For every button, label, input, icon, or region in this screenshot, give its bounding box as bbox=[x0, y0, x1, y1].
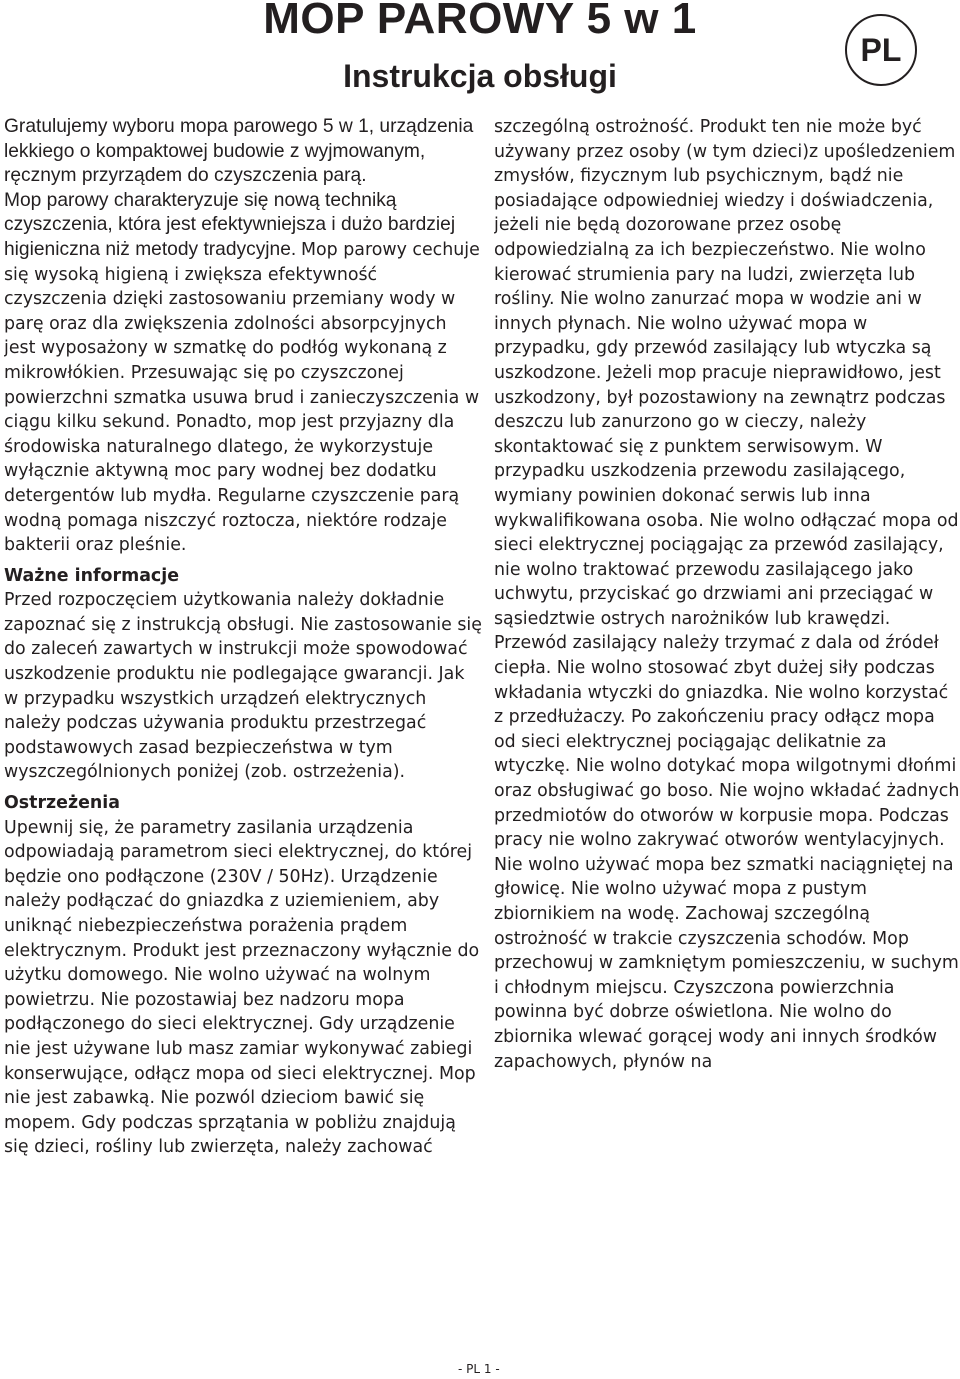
right-column bbox=[494, 115, 960, 1365]
intro-paragraph-1: Gratulujemy wyboru mopa parowego 5 w 1, urządzenia lekkiego o kompaktowej budowie z wyjmowanym, ręcznym przyrządem do czyszczenia parą. bbox=[4, 116, 474, 187]
page-number: - PL 1 - bbox=[458, 1362, 500, 1376]
warnings-text: Upewnij się, że parametry zasilania urządzenia odpowiadają parametrom sieci elektrycznej, do której będzie ono podłączone (230V / 50Hz). Urządzenie należy podłączać do gniazdka z uziemieniem, aby uniknąć niebezpieczeństwa porażenia prądem elektrycznym. Produkt jest przeznaczony wyłącznie do użytku domowego. Nie wolno używać na wolnym powietrzu. Nie pozostawiaj bez nadzoru mopa podłączonego do sieci elektrycznej. Gdy urządzenie nie jest używane lub masz zamiar wykonywać zabiegi konserwujące, odłącz mopa od sieci elektrycznej. Mop nie jest zabawką. Nie pozwól dzieciom bawić się mopem. Gdy podczas sprzątania w pobliżu znajdują się dzieci, rośliny lub zwierzęta, należy zachować bbox=[4, 817, 480, 1158]
important-text: Przed rozpoczęciem użytkowania należy dokładnie zapoznać się z instrukcją obsługi. Nie zastosowanie się do zaleceń zawartych w instrukcji może spowodować uszkodzenie produktu nie podlegające gwarancji. Jak w przypadku wszystkich urządzeń elektrycznych należy podczas używania produktu przestrzegać podstawowych zasad bezpieczeństwa w tym wyszczególnionych poniżej (zob. ostrzeżenia). bbox=[4, 590, 482, 783]
intro-paragraph-2: Mop parowy charakteryzuje się nową techniką czyszczenia, która jest efektywniejsza i dużo bardziej higieniczna niż metody tradycyjne. bbox=[4, 189, 456, 260]
important-heading: Ważne informacje bbox=[4, 565, 180, 586]
language-badge: PL bbox=[845, 14, 917, 86]
left-column bbox=[4, 115, 482, 1365]
intro-paragraph-3: Mop parowy cechuje się wysoką higieną i zwiększa efektywność czyszczenia dzięki zastosowaniu przemiany wody w parę oraz dla zwiększenia zdolności absorpcyjnych jest wyposażony w szmatkę do podłóg wykonaną z mikrowłókien. Przesuwając się po czyszczonej powierzchni szmatka usuwa brud i zanieczyszczenia w ciągu kilku sekund. Ponadto, mop jest przyjazny dla środowiska naturalnego dlatego, że wykorzystuje wyłącznie aktywną moc pary wodnej bez dodatku detergentów lub mydła. Regularne czyszczenie parą wodną pomaga niszczyć roztocza, niektóre rodzaje bakterii oraz pleśnie. bbox=[4, 239, 480, 556]
document-subtitle: Instrukcja obsługi bbox=[343, 58, 617, 94]
document-title: MOP PAROWY 5 w 1 bbox=[263, 0, 697, 43]
warnings-heading: Ostrzeżenia bbox=[4, 793, 120, 814]
right-column-text: szczególną ostrożność. Produkt ten nie może być używany przez osoby (w tym dzieci)z upośledzeniem zmysłów, fizycznym lub psychicznym, bądź nie posiadające odpowiedniej wiedzy i doświadczenia, jeżeli nie będą dozorowane przez osobę odpowiedzialną za ich bezpieczeństwo. Nie wolno kierować strumienia pary na ludzi, zwierzęta lub rośliny. Nie wolno zanurzać mopa w wodzie ani w innych płynach. Nie wolno używać mopa w przypadku, gdy przewód zasilający lub wtyczka są uszkodzone. Jeżeli mop pracuje nieprawidłowo, jest uszkodzony, był pozostawiony na zewnątrz podczas deszczu lub zanurzono go w cieczy, należy skontaktować się z punktem serwisowym. W przypadku uszkodzenia przewodu zasilającego, wymiany powinien dokonać serwis lub inna wykwalifikowana osoba. Nie wolno odłączać mopa od sieci elektrycznej pociągając za przewód zasilający, nie wolno traktować przewodu zasilającego jako uchwytu, przyciskać go drzwiami ani przeciągać w sąsiedztwie ostrych narożników lub krawędzi. Przewód zasilający należy trzymać z dala od źródeł ciepła. Nie wolno stosować zbyt dużej siły podczas wkładania wtyczki do gniazdka. Nie wolno korzystać z przedłużaczy. Po zakończeniu pracy odłącz mopa od sieci elektrycznej pociągając delikatnie za wtyczkę. Nie wolno dotykać mopa wilgotnymi dłońmi oraz obsługiwać go boso. Nie wojno wkładać żadnych przedmiotów do otworów w korpusie mopa. Podczas pracy nie wolno zakrywać otworów wentylacyjnych. Nie wolno używać mopa bez szmatki naciągniętej na głowicę. Nie wolno używać mopa z pustym zbiornikiem na wodę. Zachowaj szczególną ostrożność w trakcie czyszczenia schodów. Mop przechowuj w zamkniętym pomieszczeniu, w suchym i chłodnym miejscu. Czyszczona powierzchnia powinna być dobrze oświetlona. Nie wolno do zbiornika wlewać gorącej wody ani innych środków zapachowych, płynów na bbox=[494, 117, 960, 1072]
